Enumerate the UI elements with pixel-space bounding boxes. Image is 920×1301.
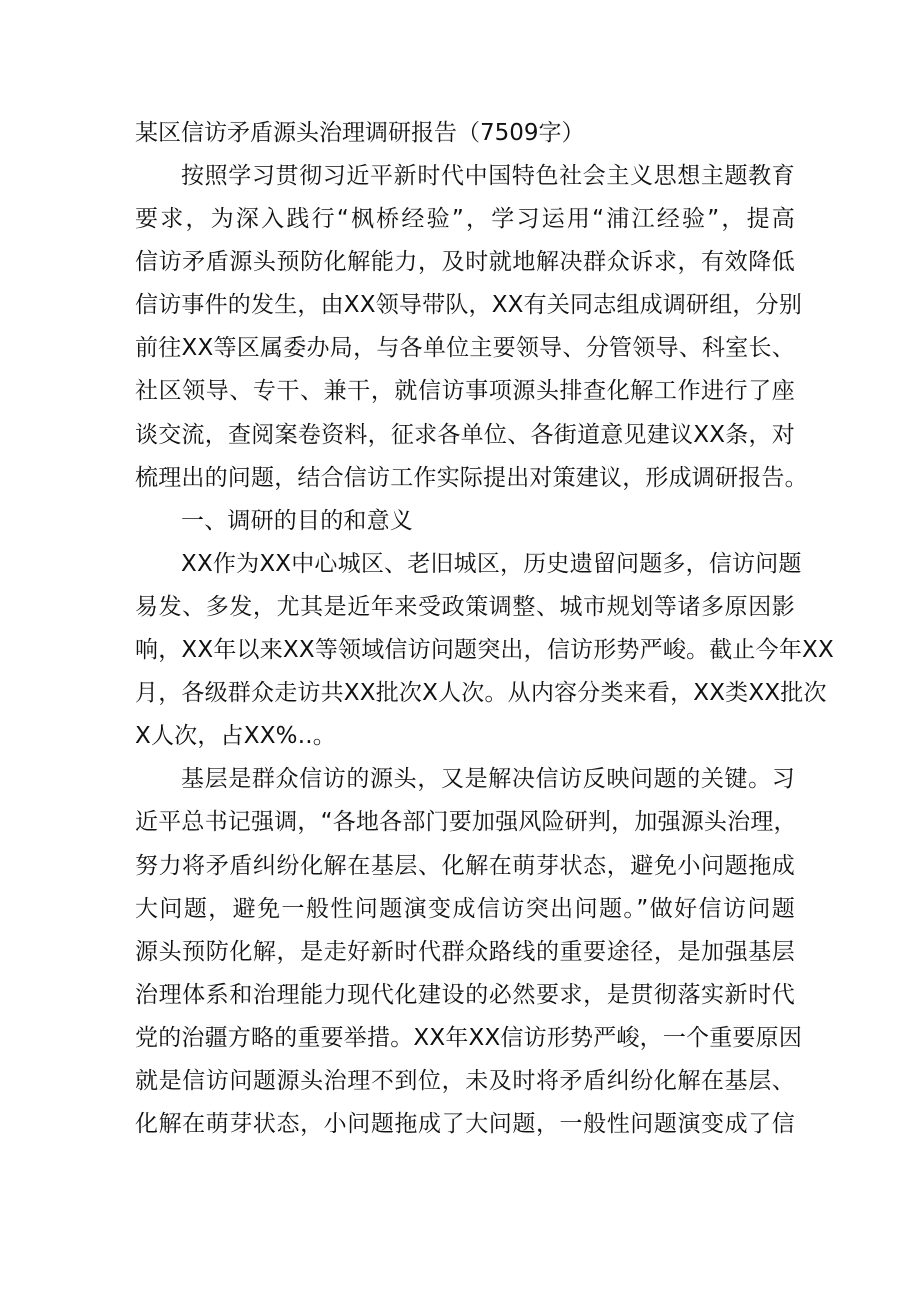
text-line: 近平总书记强调，“各地各部门要加强风险研判，加强源头治理， [135, 809, 797, 836]
text-line: 就是信访问题源头治理不到位，未及时将矛盾纠纷化解在基层、 [135, 1067, 795, 1094]
heading-text: 一、调研的目的和意义 [181, 507, 413, 534]
text-line: 要求，为深入践行“枫桥经验”，学习运用“浦江经验”，提高 [135, 206, 795, 233]
paragraph-background [135, 543, 834, 758]
text-line: 按照学习贯彻习近平新时代中国特色社会主义思想主题教育 [181, 163, 795, 189]
text-line: 党的治疆方略的重要举措。XX年XX信访形势严峻，一个重要原因 [135, 1024, 803, 1051]
paragraph-significance [135, 758, 803, 1146]
document-body [135, 112, 834, 1146]
text-line: 治理体系和治理能力现代化建设的必然要求，是贯彻落实新时代 [135, 981, 795, 1008]
text-line: 响，XX年以来XX等领域信访问题突出，信访形势严峻。截止今年XX [135, 637, 834, 664]
text-line: 努力将矛盾纠纷化解在基层、化解在萌芽状态，避免小问题拖成 [135, 852, 795, 879]
text-line: X人次，占XX%..。 [135, 723, 336, 750]
text-line: 基层是群众信访的源头，又是解决信访反映问题的关键。习 [181, 766, 795, 793]
text-line: 社区领导、专干、兼干，就信访事项源头排查化解工作进行了座 [135, 378, 795, 405]
paragraph-intro [135, 155, 808, 500]
document-title: 某区信访矛盾源头治理调研报告（7509字） [135, 120, 585, 146]
text-line: 大问题，避免一般性问题演变成信访突出问题。”做好信访问题 [135, 895, 795, 922]
section-heading [135, 500, 795, 543]
text-line: 月，各级群众走访共XX批次X人次。从内容分类来看，XX类XX批次 [135, 680, 827, 707]
text-line: 易发、多发，尤其是近年来受政策调整、城市规划等诸多原因影 [135, 593, 795, 620]
text-line: 梳理出的问题，结合信访工作实际提出对策建议，形成调研报告。 [135, 464, 808, 491]
text-line: 前往XX等区属委办局，与各单位主要领导、分管领导、科室长、 [135, 335, 795, 362]
text-line: 源头预防化解，是走好新时代群众路线的重要途径，是加强基层 [135, 938, 795, 965]
text-line: 谈交流，查阅案卷资料，征求各单位、各街道意见建议XX条，对 [135, 421, 795, 448]
text-line: 化解在萌芽状态，小问题拖成了大问题，一般性问题演变成了信 [135, 1111, 795, 1138]
text-line: 信访事件的发生，由XX领导带队，XX有关同志组成调研组，分别 [135, 292, 803, 319]
text-line: 信访矛盾源头预防化解能力，及时就地解决群众诉求，有效降低 [135, 249, 795, 276]
text-line: XX作为XX中心城区、老旧城区，历史遗留问题多，信访问题 [181, 550, 802, 577]
